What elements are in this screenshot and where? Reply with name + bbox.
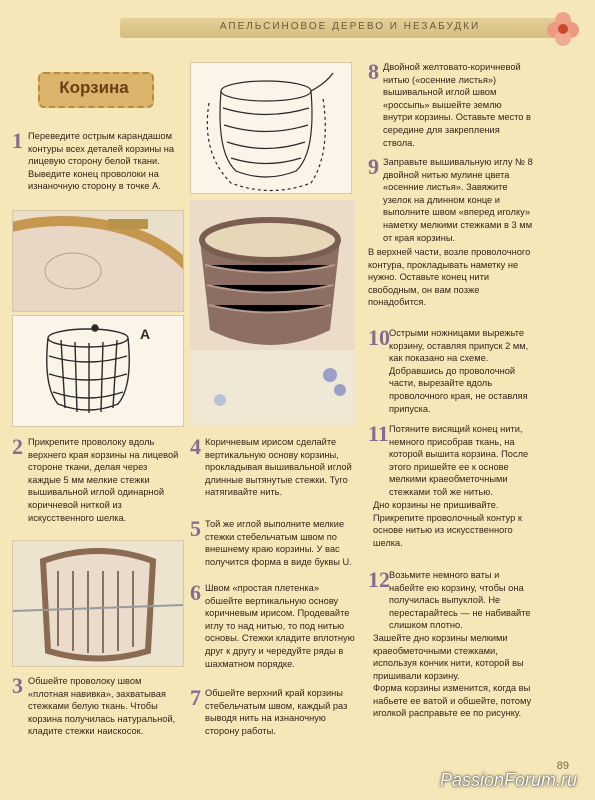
step-text: Двойной желтовато-коричневой нитью («осенние листья») вышивальной иглой швом «россыпь» вышейте землю внутри корзины. Оставьте место в середине для закрепления ствола. [383, 62, 531, 148]
step-number: 3 [12, 673, 23, 698]
step-text: Возьмите немного ваты и набейте ею корзину, чтобы она получилась выпуклой. Не перестарайтесь — не набивайте слишком плотно. [389, 570, 531, 631]
step-number: 8 [368, 59, 379, 84]
step-number: 1 [12, 128, 23, 153]
step-number: 2 [12, 434, 23, 459]
step-text-continued: В верхней части, возле проволочного контура, прокладывать наметку не нужно. Оставьте конец нити свободным, он вам позже понадобится. [368, 247, 531, 308]
step-text: Прикрепите проволоку вдоль верхнего края корзины на лицевой стороне ткани, делая через каждые 5 мм мелкие стежки вышивальной иглой одинарной коричневой ниткой из искусственного шелка. [28, 437, 179, 523]
step-number: 10 [368, 325, 390, 350]
step-text: Потяните висящий конец нити, немного присобрав ткань, на которой вышита корзина. После этого пришейте ее к основе мелкими краеобметочными стежками той же нитью. [389, 424, 529, 497]
section-title: Корзина [59, 78, 129, 97]
step-number: 12 [368, 567, 390, 592]
header-title: АПЕЛЬСИНОВОЕ ДЕРЕВО И НЕЗАБУДКИ [219, 21, 481, 32]
basket-photo [190, 200, 355, 425]
step-text: Швом «простая плетенка» обшейте вертикальную основу коричневым ирисом. Продевайте иглу то над нитью, то под нитью основы. Стежки кладите вплотную друг к другу и чередуйте ряды в шахматном порядке. [205, 583, 355, 669]
step-text: Острыми ножницами вырежьте корзину, оставляя припуск 2 мм, как показано на схеме. Добравшись до проволочной части, вырезайте вдоль проволочного края, не оставляя припуска. [389, 328, 529, 414]
step-text: Обшейте верхний край корзины стебельчатым швом, каждый раз выводя нить на изнаночную сторону работы. [205, 688, 348, 736]
page-number: 89 [556, 760, 569, 772]
hoop-photo [12, 210, 184, 312]
diagram-label-a: A [140, 326, 151, 342]
step-text: Обшейте проволоку швом «плотная навивка», захватывая стежками белую ткань. Чтобы корзина получилась натуральной, кладите стежки наискосок. [28, 676, 176, 737]
step-number: 7 [190, 685, 201, 710]
step-text: Переведите острым карандашом контуры всех деталей корзины на лицевую сторону белой ткани. Выведите конец проволоки на изнаночную сторону в точке А. [28, 131, 175, 192]
step-text-continued: Форма корзины изменится, когда вы набьете ее ватой и обшейте, потому иголкой расправьте ее по рисунку. [373, 683, 532, 719]
step-number: 5 [190, 516, 201, 541]
flower-ornament-icon [543, 8, 583, 48]
step-text-continued: Дно корзины не пришивайте. Прикрепите проволочный контур к основе нитью из искусственного шелка. [373, 500, 522, 548]
step-text-continued: Зашейте дно корзины мелкими краеобметочными стежками, используя кончик нити, которой вы пришивали корзину. [373, 633, 524, 681]
step-text: Коричневым ирисом сделайте вертикальную основу корзины, прокладывая вышивальной иглой длинные вытянутые стежки. Туго натягивайте нить. [205, 437, 352, 498]
step-text: Той же иглой выполните мелкие стежки стебельчатым швом по внешнему краю корзины. У вас получится форма в виде буквы U. [205, 519, 352, 567]
step-text: Заправьте вышивальную иглу № 8 двойной нитью мулине цвета «осенние листья». Завяжите узелок на длинном конце и выполните швом «вперед иголку» наметку мелкими стежками в 3 мм от края корзины. [383, 157, 533, 243]
step-number: 6 [190, 580, 201, 605]
step-number: 4 [190, 434, 201, 459]
basket-diagram [190, 62, 352, 194]
watermark: PassionForum.ru [439, 770, 577, 790]
wire-wrap-photo [12, 540, 184, 667]
wire-diagram [12, 315, 184, 427]
step-number: 11 [368, 421, 389, 446]
step-number: 9 [368, 154, 379, 179]
